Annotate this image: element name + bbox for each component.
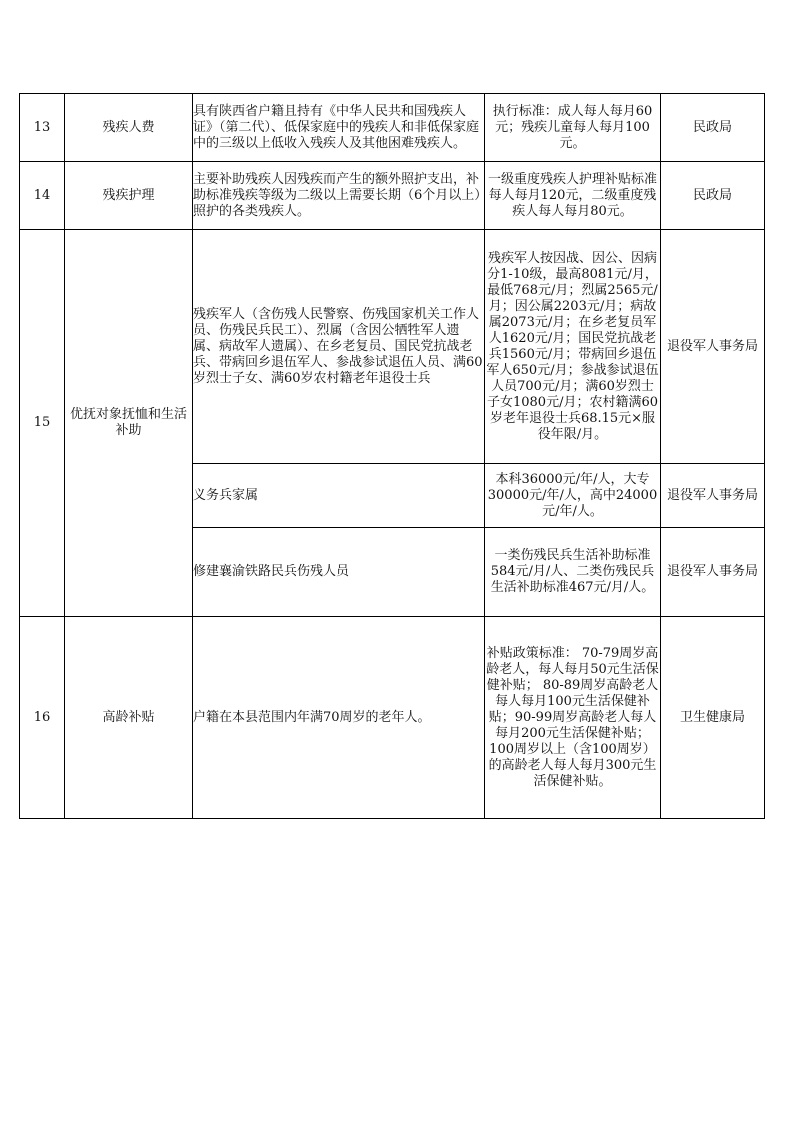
subsidy-standard: 一类伤残民兵生活补助标准584元/月/人、二类伤残民兵生活补助标准467元/月/人。 [485,528,661,617]
eligible-object: 义务兵家属 [193,464,485,528]
subsidy-table [19,93,765,819]
responsible-dept: 卫生健康局 [661,617,765,819]
item-name: 优抚对象抚恤和生活补助 [65,230,193,617]
item-name: 残疾护理 [65,162,193,230]
responsible-dept: 退役军人事务局 [661,464,765,528]
eligible-object: 主要补助残疾人因残疾而产生的额外照护支出，补助标准残疾等级为二级以上需要长期（6个月以上）照护的各类残疾人。 [193,162,485,230]
responsible-dept: 退役军人事务局 [661,528,765,617]
row-number: 13 [20,94,65,162]
table-row [20,94,765,162]
table-row [20,230,765,464]
responsible-dept: 民政局 [661,162,765,230]
subsidy-standard: 执行标准：成人每人每月60元；残疾儿童每人每月100元。 [485,94,661,162]
eligible-object: 户籍在本县范围内年满70周岁的老年人。 [193,617,485,819]
responsible-dept: 退役军人事务局 [661,230,765,464]
responsible-dept: 民政局 [661,94,765,162]
item-name: 残疾人费 [65,94,193,162]
subsidy-standard: 一级重度残疾人护理补贴标准每人每月120元，二级重度残疾人每人每月80元。 [485,162,661,230]
subsidy-standard: 残疾军人按因战、因公、因病分1-10级，最高8081元/月，最低768元/月；烈属2565元/月；因公属2203元/月；病故属2073元/月；在乡老复员军人1620元/月；国民党抗战老兵1560元/月；带病回乡退伍军人650元/月；参战参试退伍人员700元/月；满60岁烈士子女1080元/月；农村籍满60岁老年退役士兵68.15元×服役年限/月。 [485,230,661,464]
eligible-object: 具有陕西省户籍且持有《中华人民共和国残疾人证》（第二代）、低保家庭中的残疾人和非低保家庭中的三级以上低收入残疾人及其他困难残疾人。 [193,94,485,162]
eligible-object: 残疾军人（含伤残人民警察、伤残国家机关工作人员、伤残民兵民工）、烈属（含因公牺牲军人遗属、病故军人遗属）、在乡老复员、国民党抗战老兵、带病回乡退伍军人、参战参试退伍人员、满60岁烈士子女、满60岁农村籍老年退役士兵 [193,230,485,464]
subsidy-standard: 本科36000元/年/人，大专30000元/年/人，高中24000元/年/人。 [485,464,661,528]
row-number: 16 [20,617,65,819]
subsidy-standard: 补贴政策标准： 70-79周岁高龄老人，每人每月50元生活保健补贴； 80-89周岁高龄老人每人每月100元生活保健补贴；90-99周岁高龄老人每人每月200元生活保健补贴； 100周岁以上（含100周岁）的高龄老人每人每月300元生活保健补贴。 [485,617,661,819]
table-row [20,617,765,819]
row-number: 14 [20,162,65,230]
item-name: 高龄补贴 [65,617,193,819]
row-number: 15 [20,230,65,617]
table-row [20,162,765,230]
eligible-object: 修建襄渝铁路民兵伤残人员 [193,528,485,617]
